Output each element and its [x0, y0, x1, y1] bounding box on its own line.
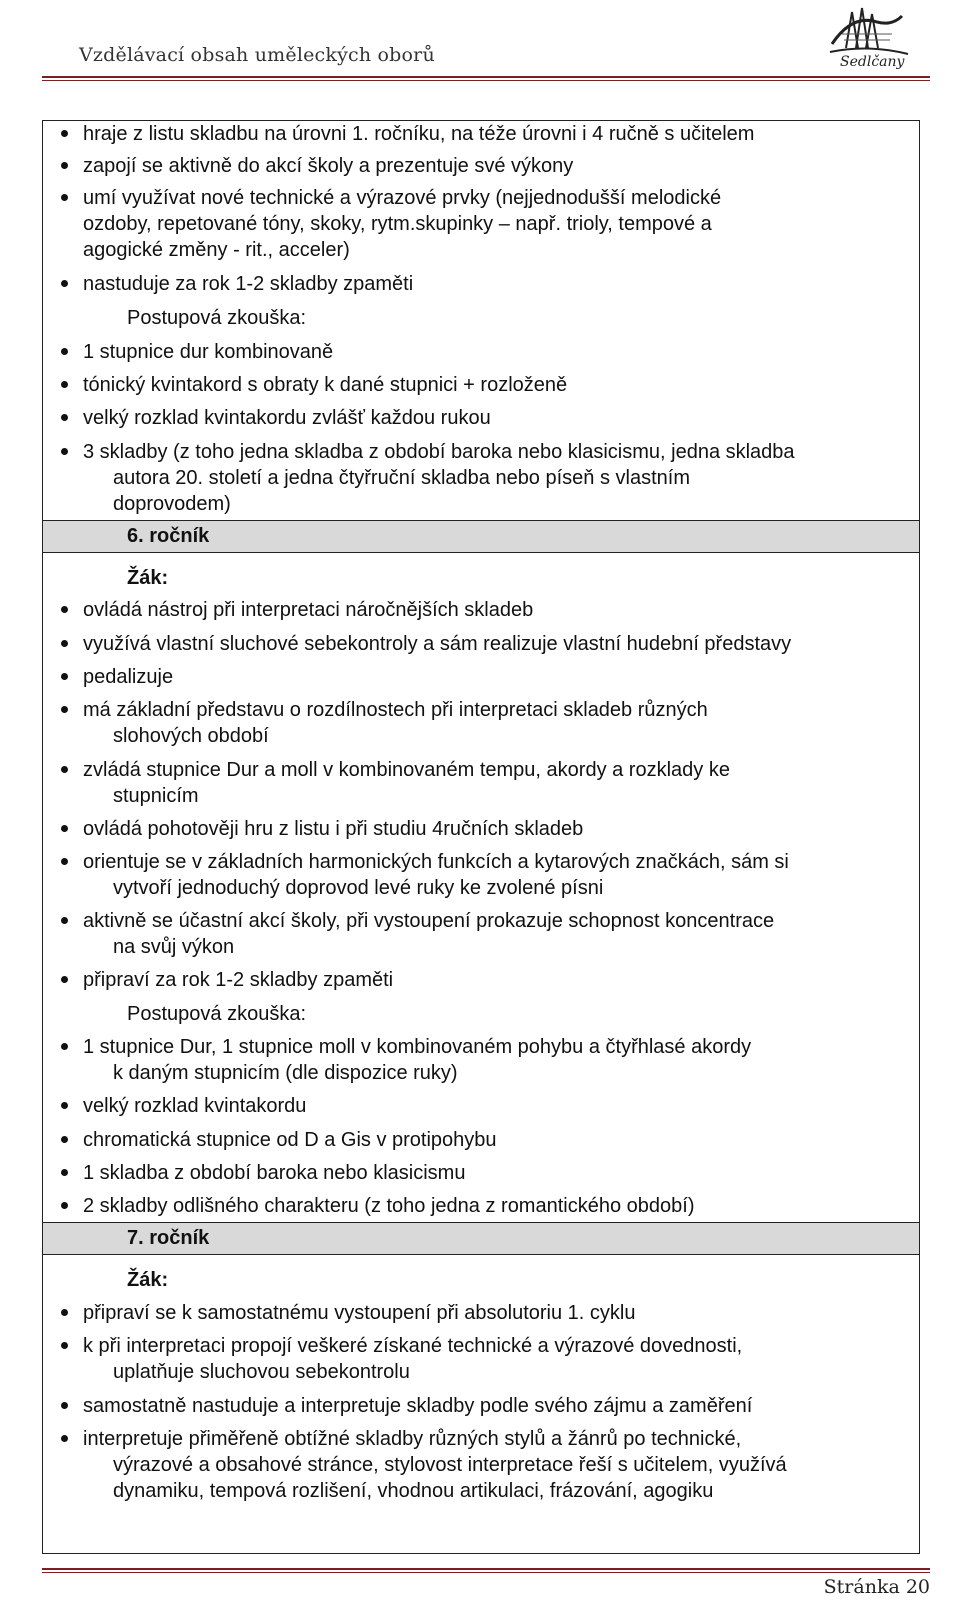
pupil-label: Žák: [127, 1269, 169, 1291]
footer-rule [42, 1568, 930, 1570]
list-item-continuation: stupnicím [113, 785, 199, 807]
bullet-icon [61, 825, 68, 832]
list-item-continuation: výrazové a obsahové stránce, stylovost interpretace řeší s učitelem, využívá [113, 1454, 787, 1476]
list-item-continuation: doprovodem) [113, 493, 231, 515]
bullet-icon [61, 1102, 68, 1109]
list-item-continuation: slohových období [113, 725, 269, 747]
footer-rule-thin [42, 1572, 930, 1573]
bullet-icon [61, 414, 68, 421]
header-rule-thin [42, 80, 930, 81]
list-item-continuation: k daným stupnicím (dle dispozice ruky) [113, 1062, 458, 1084]
grade-heading-6: 6. ročník [43, 520, 919, 553]
list-item-continuation: agogické změny - rit., acceler) [83, 239, 350, 261]
bullet-icon [61, 976, 68, 983]
bullet-icon [61, 130, 68, 137]
bullet-icon [61, 1309, 68, 1316]
header-rule [42, 76, 930, 78]
list-item-continuation: vytvoří jednoduchý doprovod levé ruky ke zvolené písni [113, 877, 604, 899]
list-item-continuation: autora 20. století a jedna čtyřruční skladba nebo píseň s vlastním [113, 467, 690, 489]
bullet-icon [61, 1402, 68, 1409]
bullet-icon [61, 640, 68, 647]
logo-text: Sedlčany [840, 54, 905, 70]
list-item-continuation: dynamiku, tempová rozlišení, vhodnou artikulaci, frázování, agogiku [113, 1480, 714, 1502]
bullet-icon [61, 1342, 68, 1349]
bullet-icon [61, 706, 68, 713]
school-logo [822, 4, 914, 74]
bullet-icon [61, 381, 68, 388]
bullet-icon [61, 917, 68, 924]
bullet-icon [61, 1169, 68, 1176]
bullet-icon [61, 194, 68, 201]
bullet-icon [61, 162, 68, 169]
bullet-icon [61, 606, 68, 613]
exam-heading: Postupová zkouška: [127, 307, 306, 329]
bullet-icon [61, 1202, 68, 1209]
exam-heading: Postupová zkouška: [127, 1003, 306, 1025]
header-title: Vzdělávací obsah uměleckých oborů [79, 44, 435, 66]
bullet-icon [61, 673, 68, 680]
bullet-icon [61, 448, 68, 455]
list-item-continuation: uplatňuje sluchovou sebekontrolu [113, 1361, 410, 1383]
grade-heading-7: 7. ročník [43, 1222, 919, 1255]
list-item-continuation: na svůj výkon [113, 936, 235, 958]
content-box: hraje z listu skladbu na úrovni 1. ročníku, na téže úrovni i 4 ručně s učitelem zapojí se aktivně do akcí školy a prezentuje své výkony umí využívat nové technické a výrazové prvky (nejjednodušší melodické ozdoby, repetované tóny, skoky, rytm.skupinky – např. trioly, tempové a agogické změny - rit., acceler) nastuduje za rok 1-2 skladby zpaměti Postupová zkouška: 1 stupnice dur kombinovaně tónický kvintakord s obraty k dané stupnici + rozloženě velký rozklad kvintakordu zvlášť každou rukou 3 skladby (z toho jedna skladba z období baroka nebo klasicismu, jedna skladba autora 20. století a jedna čtyřruční skladba nebo píseň s vlastním doprovodem) 6. ročník Žák: ovládá nástroj při interpretaci náročnějších skladeb využívá vlastní sluchové sebekontroly a sám realizuje vlastní hudební představy pedalizuje má základní představu o rozdílnostech při interpretaci skladeb různých slohových období zvládá stupnice Dur a moll v kombinovaném tempu, akordy a rozklady ke stupnicím ovládá pohotověji hru z listu i při studiu 4ručních skladeb orientuje se v základních harmonických funkcích a kytarových značkách, sám si vytvoří jednoduchý doprovod levé ruky ke zvolené písni aktivně se účastní akcí školy, při vystoupení prokazuje schopnost koncentrace na svůj výkon připraví za rok 1-2 skladby zpaměti Postupová zkouška: 1 stupnice Dur, 1 stupnice moll v kombinovaném pohybu a čtyřhlasé akordy k daným stupnicím (dle dispozice ruky) velký rozklad kvintakordu chromatická stupnice od D a Gis v protipohybu 1 skladba z období baroka nebo klasicismu 2 skladby odlišného charakteru (z toho jedna z romantického období) 7. ročník Žák: připraví se k samostatnému vystoupení při absolutoriu 1. cyklu k při interpretaci propojí veškeré získané technické a výrazové dovednosti, uplatňuje sluchovou sebekontrolu samostatně nastuduje a interpretuje skladby podle svého zájmu a zaměření interpretuje přiměřeně obtížné skladby různých stylů a žánrů po technické, výrazové a obsahové stránce, stylovost interpretace řeší s učitelem, využívá dynamiku, tempová rozlišení, vhodnou artikulaci, frázování, agogiku [42, 120, 920, 1554]
bullet-icon [61, 348, 68, 355]
bullet-icon [61, 766, 68, 773]
list-item-continuation: ozdoby, repetované tóny, skoky, rytm.skupinky – např. trioly, tempové a [83, 213, 712, 235]
bullet-icon [61, 1043, 68, 1050]
pupil-label: Žák: [127, 567, 169, 589]
bullet-icon [61, 858, 68, 865]
bullet-icon [61, 1136, 68, 1143]
bullet-icon [61, 280, 68, 287]
page-number: Stránka 20 [823, 1576, 930, 1598]
bullet-icon [61, 1435, 68, 1442]
